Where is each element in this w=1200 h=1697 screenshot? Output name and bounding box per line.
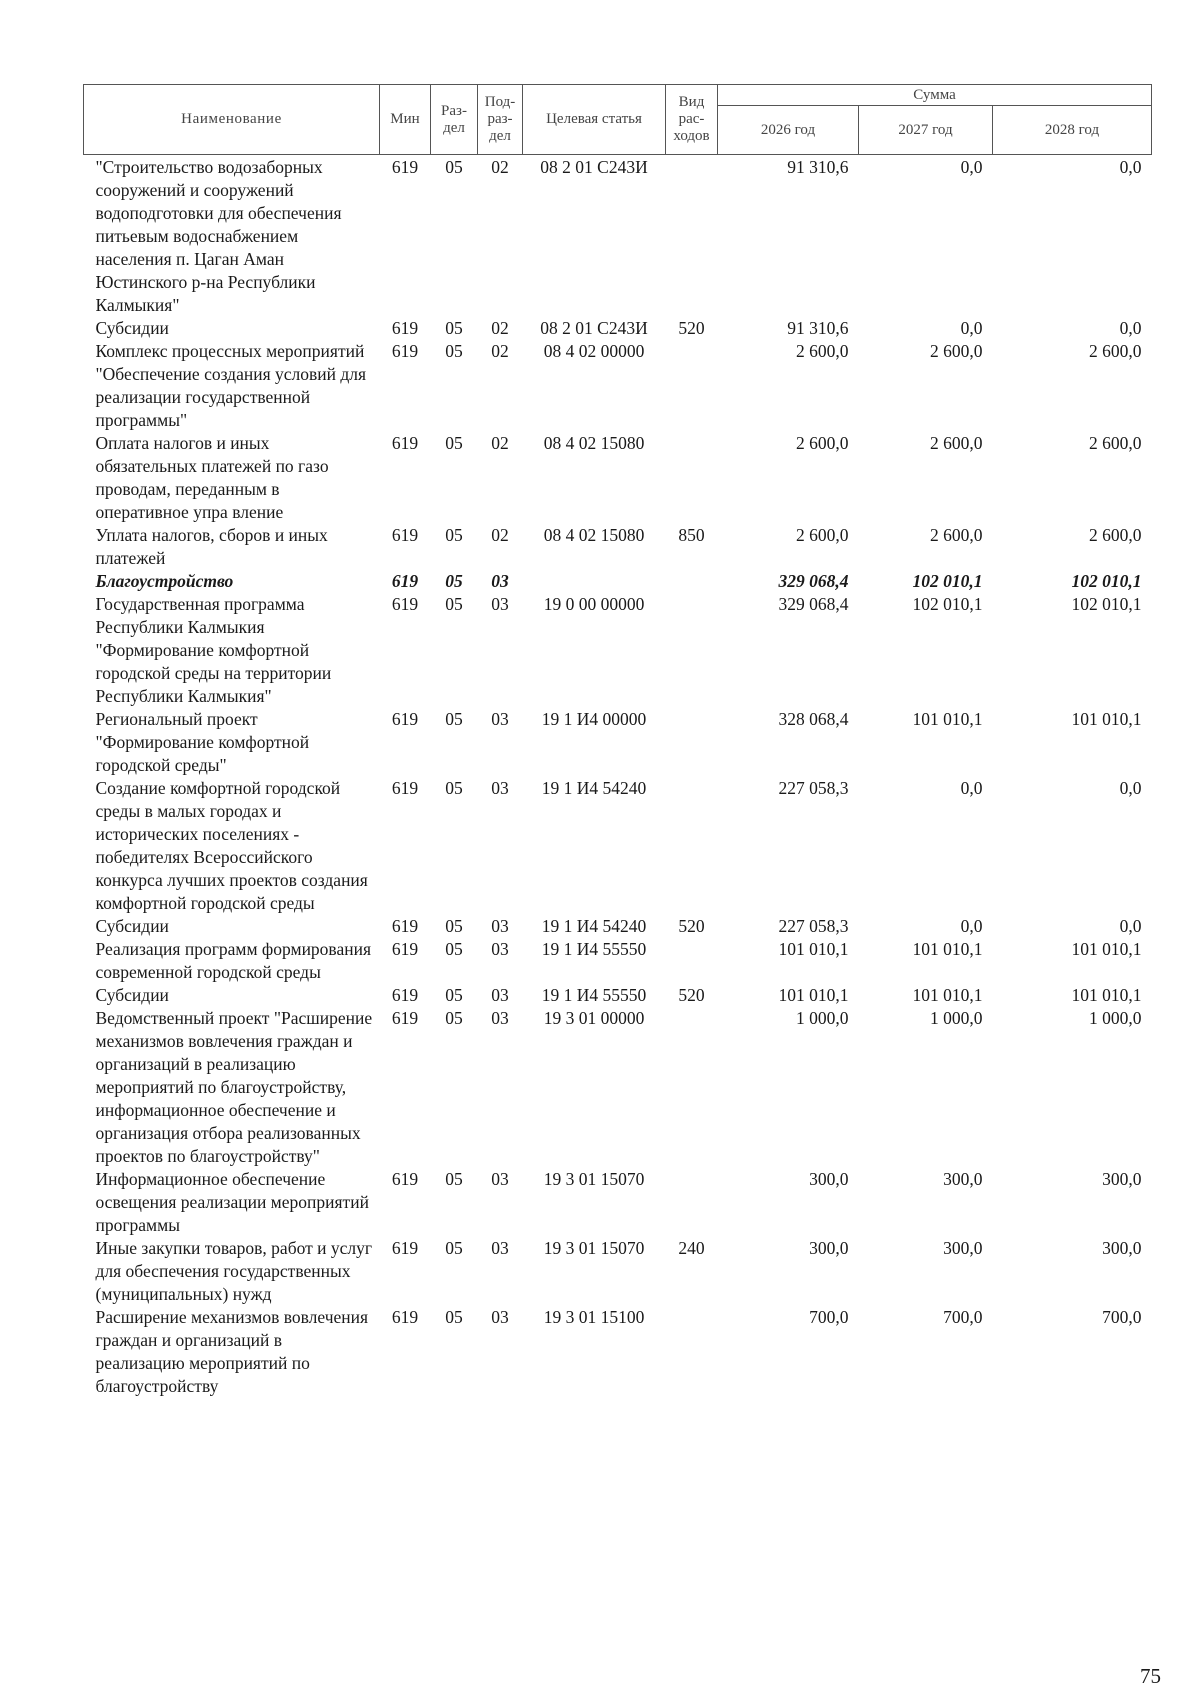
cell-name: Расширение механизмов вовлечения граждан и организаций в реализацию мероприятий по благоустройству [95,1307,369,1396]
cell-target-article: 19 1 И4 54240 [541,916,647,936]
cell-sum-2026: 700,0 [809,1307,849,1327]
table-row [84,1306,1152,1398]
table-row [84,915,1152,938]
cell-sum-2027: 300,0 [943,1238,983,1258]
cell-target-article: 19 3 01 15100 [543,1307,645,1327]
cell-target-article: 19 3 01 15070 [543,1169,645,1189]
cell-razdel: 05 [445,709,463,729]
cell-sum-2026: 329 068,4 [778,594,849,614]
cell-razdel: 05 [445,778,463,798]
cell-sum-2026: 227 058,3 [778,778,849,798]
cell-sum-2027: 0,0 [960,778,983,798]
page-number: 75 [1140,1664,1161,1688]
cell-sum-2026: 2 600,0 [796,341,849,361]
cell-expense-type: 520 [678,916,705,936]
cell-target-article [523,570,666,593]
cell-podrazdel: 03 [491,1238,509,1258]
cell-sum-2027: 2 600,0 [930,525,983,545]
cell-target-article: 08 4 02 15080 [543,525,645,545]
cell-sum-2028: 101 010,1 [1071,709,1142,729]
header-target-article: Целевая статья [523,85,666,155]
budget-table-container [83,84,1151,1398]
cell-sum-2027: 0,0 [960,916,983,936]
cell-ministry: 619 [391,985,419,1005]
cell-sum-2026: 328 068,4 [778,709,849,729]
table-row [84,1007,1152,1168]
cell-ministry: 619 [391,1307,419,1327]
cell-podrazdel: 03 [491,916,509,936]
cell-razdel: 05 [445,341,463,361]
table-row [84,570,1152,593]
header-expense-type: Вид рас-ходов [666,85,718,155]
cell-target-article: 19 1 И4 00000 [541,709,647,729]
cell-sum-2026: 1 000,0 [796,1008,849,1028]
table-body [84,155,1152,1399]
cell-expense-type [666,570,718,593]
cell-podrazdel: 03 [491,571,509,591]
cell-sum-2027: 0,0 [960,318,983,338]
cell-sum-2027: 0,0 [960,157,983,177]
cell-name: Создание комфортной городской среды в малых городах и исторических поселениях - победителях Всероссийского конкурса лучших проектов создания комфортной городской среды [95,778,368,913]
cell-expense-type: 850 [678,525,705,545]
cell-sum-2027: 102 010,1 [912,594,983,614]
cell-razdel: 05 [445,1307,463,1327]
cell-ministry: 619 [391,916,419,936]
cell-sum-2028: 300,0 [1102,1238,1142,1258]
cell-ministry: 619 [391,1169,419,1189]
cell-podrazdel: 02 [491,433,509,453]
cell-expense-type [666,938,718,984]
cell-expense-type [666,777,718,915]
cell-expense-type [666,432,718,524]
cell-sum-2027: 102 010,1 [912,571,983,591]
cell-razdel: 05 [445,594,463,614]
header-razdel: Раз-дел [431,85,478,155]
cell-target-article: 08 4 02 15080 [543,433,645,453]
budget-table [83,84,1152,1398]
cell-target-article: 19 3 01 15070 [543,1238,645,1258]
cell-ministry: 619 [391,939,419,959]
cell-sum-2027: 2 600,0 [930,433,983,453]
cell-razdel: 05 [445,157,463,177]
cell-name: Ведомственный проект "Расширение механизмов вовлечения граждан и организаций в реализацию мероприятий по благоустройству, информационное обеспечение и организация отбора реализованных проектов по благоустройству" [95,1008,373,1166]
cell-sum-2028: 2 600,0 [1089,433,1142,453]
cell-razdel: 05 [445,1169,463,1189]
cell-ministry: 619 [391,594,419,614]
cell-razdel: 05 [445,1008,463,1028]
cell-expense-type [666,1007,718,1168]
cell-sum-2028: 2 600,0 [1089,341,1142,361]
cell-podrazdel: 03 [491,985,509,1005]
cell-podrazdel: 03 [491,1008,509,1028]
cell-sum-2027: 1 000,0 [930,1008,983,1028]
table-row [84,317,1152,340]
table-row [84,708,1152,777]
cell-expense-type [666,708,718,777]
table-row [84,593,1152,708]
cell-expense-type [666,593,718,708]
cell-name: Информационное обеспечение освещения реализации мероприятий программы [95,1169,369,1235]
cell-razdel: 05 [445,985,463,1005]
header-min: Мин [380,85,431,155]
table-header [84,85,1152,155]
cell-sum-2028: 102 010,1 [1071,594,1142,614]
cell-podrazdel: 03 [491,594,509,614]
cell-target-article: 19 0 00 00000 [543,594,645,614]
cell-ministry: 619 [391,318,419,338]
header-podrazdel: Под-раз-дел [478,85,523,155]
cell-razdel: 05 [445,916,463,936]
cell-expense-type: 520 [678,985,705,1005]
cell-name: Реализация программ формирования современной городской среды [95,939,372,982]
cell-expense-type [666,340,718,432]
cell-sum-2028: 101 010,1 [1071,939,1142,959]
header-sum: Сумма [718,85,1152,106]
cell-name: Уплата налогов, сборов и иных платежей [95,525,328,568]
cell-sum-2028: 101 010,1 [1071,985,1142,1005]
cell-sum-2026: 101 010,1 [778,985,849,1005]
cell-sum-2028: 0,0 [1119,157,1142,177]
cell-ministry: 619 [391,571,419,591]
cell-expense-type [666,155,718,318]
cell-podrazdel: 03 [491,778,509,798]
cell-razdel: 05 [445,571,463,591]
cell-sum-2026: 329 068,4 [778,571,849,591]
cell-name: Оплата налогов и иных обязательных платежей по газо проводам, переданным в оперативное упра вление [95,433,329,522]
cell-target-article: 08 2 01 С243И [540,318,648,338]
cell-sum-2028: 300,0 [1102,1169,1142,1189]
header-year-2028: 2028 год [993,106,1152,155]
cell-target-article: 19 1 И4 55550 [541,985,647,1005]
table-row [84,155,1152,318]
cell-ministry: 619 [391,157,419,177]
cell-sum-2028: 0,0 [1119,318,1142,338]
cell-name: Субсидии [95,985,169,1005]
cell-ministry: 619 [391,1238,419,1258]
table-row [84,984,1152,1007]
cell-sum-2026: 91 310,6 [787,157,849,177]
cell-podrazdel: 03 [491,709,509,729]
cell-sum-2027: 101 010,1 [912,985,983,1005]
cell-name: Комплекс процессных мероприятий "Обеспечение создания условий для реализации государственной программы" [95,341,367,430]
cell-ministry: 619 [391,341,419,361]
cell-expense-type: 520 [678,318,705,338]
table-row [84,340,1152,432]
cell-razdel: 05 [445,1238,463,1258]
cell-sum-2028: 700,0 [1102,1307,1142,1327]
header-name: Наименование [84,85,380,155]
cell-razdel: 05 [445,525,463,545]
cell-sum-2027: 101 010,1 [912,709,983,729]
cell-name: Иные закупки товаров, работ и услуг для обеспечения государственных (муниципальных) нужд [95,1238,373,1304]
cell-sum-2026: 2 600,0 [796,433,849,453]
cell-target-article: 19 1 И4 54240 [541,778,647,798]
cell-name: Благоустройство [95,571,234,591]
cell-name: Субсидии [95,318,169,338]
cell-podrazdel: 03 [491,1307,509,1327]
cell-sum-2028: 2 600,0 [1089,525,1142,545]
cell-razdel: 05 [445,318,463,338]
cell-sum-2026: 101 010,1 [778,939,849,959]
cell-sum-2026: 227 058,3 [778,916,849,936]
cell-ministry: 619 [391,778,419,798]
cell-expense-type: 240 [678,1238,705,1258]
cell-podrazdel: 02 [491,318,509,338]
table-row [84,432,1152,524]
cell-ministry: 619 [391,1008,419,1028]
cell-podrazdel: 02 [491,157,509,177]
cell-sum-2027: 700,0 [943,1307,983,1327]
cell-sum-2027: 300,0 [943,1169,983,1189]
cell-name: Субсидии [95,916,169,936]
cell-sum-2028: 0,0 [1119,916,1142,936]
cell-target-article: 19 3 01 00000 [543,1008,645,1028]
header-year-2027: 2027 год [859,106,993,155]
cell-sum-2027: 2 600,0 [930,341,983,361]
cell-sum-2026: 300,0 [809,1169,849,1189]
cell-sum-2027: 101 010,1 [912,939,983,959]
cell-sum-2026: 300,0 [809,1238,849,1258]
cell-podrazdel: 02 [491,341,509,361]
cell-name: Государственная программа Республики Калмыкия "Формирование комфортной городской среды на территории Республики Калмыкия" [95,594,332,706]
cell-target-article: 08 4 02 00000 [543,341,645,361]
cell-ministry: 619 [391,525,419,545]
cell-sum-2026: 2 600,0 [796,525,849,545]
cell-name: "Строительство водозаборных сооружений и сооружений водоподготовки для обеспечения питьевым водоснабжением населения п. Цаган Аман Юстинского р-на Республики Калмыкия" [95,157,342,315]
cell-expense-type [666,1168,718,1237]
cell-sum-2028: 102 010,1 [1071,571,1142,591]
header-year-2026: 2026 год [718,106,859,155]
cell-target-article: 08 2 01 С243И [540,157,648,177]
table-row [84,1168,1152,1237]
cell-expense-type [666,1306,718,1398]
table-row [84,777,1152,915]
cell-ministry: 619 [391,433,419,453]
cell-target-article: 19 1 И4 55550 [541,939,647,959]
cell-podrazdel: 02 [491,525,509,545]
cell-sum-2028: 1 000,0 [1089,1008,1142,1028]
table-row [84,524,1152,570]
cell-razdel: 05 [445,939,463,959]
cell-sum-2028: 0,0 [1119,778,1142,798]
cell-sum-2026: 91 310,6 [787,318,849,338]
cell-podrazdel: 03 [491,939,509,959]
table-row [84,938,1152,984]
cell-name: Региональный проект "Формирование комфортной городской среды" [95,709,310,775]
cell-podrazdel: 03 [491,1169,509,1189]
cell-ministry: 619 [391,709,419,729]
table-row [84,1237,1152,1306]
cell-razdel: 05 [445,433,463,453]
